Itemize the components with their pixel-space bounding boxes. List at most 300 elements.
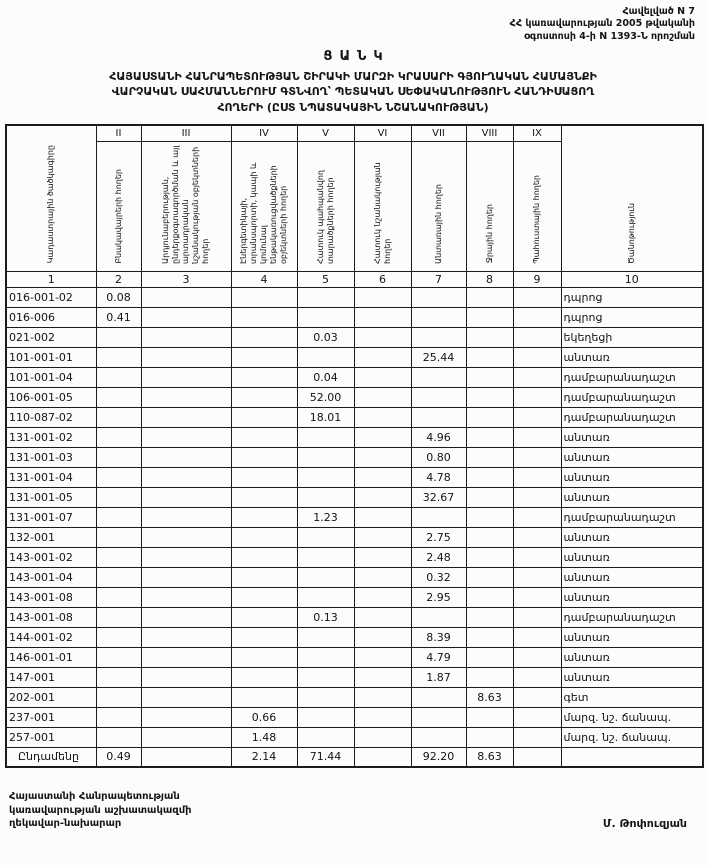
reserve-value-cell (513, 487, 561, 507)
cadastral-code-cell: 131-001-02 (6, 427, 96, 447)
infrastructure-value-cell: 0.66 (231, 707, 297, 727)
protected-value-cell: 52.00 (297, 387, 354, 407)
industrial-value-cell (141, 687, 231, 707)
reserve-value-cell (513, 387, 561, 407)
infrastructure-value-cell (231, 487, 297, 507)
water-value-cell (466, 627, 513, 647)
roman-numeral-IV: IV (231, 125, 297, 141)
cadastral-code-cell: 131-001-05 (6, 487, 96, 507)
water-value-cell (466, 287, 513, 307)
infrastructure-value-cell (231, 567, 297, 587)
table-row (6, 727, 703, 747)
water-value-cell (466, 347, 513, 367)
document-subtitle (5, 69, 701, 115)
header-cadastral-code (6, 125, 96, 271)
industrial-value-cell (141, 607, 231, 627)
special-value-cell (354, 607, 411, 627)
cadastral-code-cell: 144-001-02 (6, 627, 96, 647)
cadastral-code-cell: 131-001-04 (6, 467, 96, 487)
note-cell: անտառ (561, 547, 703, 567)
cadastral-code-cell: 257-001 (6, 727, 96, 747)
table-row (6, 707, 703, 727)
forest-value-cell (411, 407, 466, 427)
note-cell: անտառ (561, 467, 703, 487)
table-row (6, 567, 703, 587)
industrial-value-cell (141, 507, 231, 527)
protected-value-cell (297, 307, 354, 327)
table-row (6, 427, 703, 447)
protected-value-cell: 0.03 (297, 327, 354, 347)
cadastral-code-cell: 143-001-02 (6, 547, 96, 567)
roman-numeral-II: II (96, 125, 141, 141)
note-cell: անտառ (561, 347, 703, 367)
industrial-value-cell (141, 727, 231, 747)
issuing-authority (9, 790, 192, 831)
note-cell (561, 747, 703, 767)
settlement-value-cell (96, 627, 141, 647)
forest-value-cell (411, 367, 466, 387)
settlement-value-cell (96, 607, 141, 627)
special-value-cell (354, 687, 411, 707)
special-value-cell (354, 647, 411, 667)
industrial-value-cell (141, 667, 231, 687)
forest-value-cell: 4.96 (411, 427, 466, 447)
note-cell: անտառ (561, 447, 703, 467)
reserve-value-cell (513, 567, 561, 587)
infrastructure-value-cell (231, 467, 297, 487)
settlement-value-cell (96, 547, 141, 567)
column-number: 1 (6, 271, 96, 287)
infrastructure-value-cell (231, 327, 297, 347)
infrastructure-value-cell (231, 667, 297, 687)
land-parcels-table (5, 124, 704, 768)
reserve-value-cell (513, 527, 561, 547)
settlement-value-cell (96, 507, 141, 527)
protected-value-cell: 1.23 (297, 507, 354, 527)
table-row (6, 527, 703, 547)
water-value-cell (466, 667, 513, 687)
special-value-cell (354, 367, 411, 387)
reserve-value-cell (513, 707, 561, 727)
table-row (6, 347, 703, 367)
settlement-value-cell (96, 527, 141, 547)
protected-value-cell (297, 627, 354, 647)
reserve-value-cell (513, 367, 561, 387)
forest-value-cell: 2.95 (411, 587, 466, 607)
note-cell: եկեղեցի (561, 327, 703, 347)
special-value-cell (354, 347, 411, 367)
water-value-cell (466, 607, 513, 627)
cadastral-code-cell: 131-001-07 (6, 507, 96, 527)
water-value-cell (466, 507, 513, 527)
header-protected-area-lands: Հատուկ պահպանվող տարածքների հողեր (297, 141, 354, 271)
column-number: 7 (411, 271, 466, 287)
protected-value-cell (297, 567, 354, 587)
forest-value-cell (411, 607, 466, 627)
reserve-value-cell (513, 507, 561, 527)
forest-value-cell: 8.39 (411, 627, 466, 647)
note-cell: դամբարանադաշտ (561, 407, 703, 427)
special-value-cell (354, 327, 411, 347)
infrastructure-value-cell (231, 347, 297, 367)
settlement-value-cell (96, 687, 141, 707)
industrial-value-cell (141, 527, 231, 547)
reserve-value-cell (513, 407, 561, 427)
protected-value-cell (297, 547, 354, 567)
industrial-value-cell (141, 387, 231, 407)
forest-value-cell (411, 387, 466, 407)
settlement-value-cell (96, 427, 141, 447)
water-value-cell (466, 487, 513, 507)
protected-value-cell (297, 647, 354, 667)
header-settlement-lands: Բնակավայրերի հողեր (96, 141, 141, 271)
reserve-value-cell (513, 287, 561, 307)
water-value-cell (466, 307, 513, 327)
infrastructure-value-cell (231, 687, 297, 707)
protected-value-cell: 71.44 (297, 747, 354, 767)
reserve-value-cell (513, 347, 561, 367)
settlement-value-cell (96, 667, 141, 687)
water-value-cell (466, 707, 513, 727)
protected-value-cell: 18.01 (297, 407, 354, 427)
reserve-value-cell (513, 307, 561, 327)
forest-value-cell: 32.67 (411, 487, 466, 507)
table-row (6, 367, 703, 387)
industrial-value-cell (141, 347, 231, 367)
special-value-cell (354, 547, 411, 567)
reserve-value-cell (513, 727, 561, 747)
protected-value-cell: 0.04 (297, 367, 354, 387)
note-cell: անտառ (561, 627, 703, 647)
note-cell: անտառ (561, 667, 703, 687)
protected-value-cell (297, 487, 354, 507)
header-forest-lands: Անտառային հողեր (411, 141, 466, 271)
water-value-cell (466, 587, 513, 607)
industrial-value-cell (141, 587, 231, 607)
forest-value-cell (411, 727, 466, 747)
subtitle-line: ՎԱՐՉԱԿԱՆ ՍԱՀՄԱՆՆԵՐՈՒՄ ԳՏՆՎՈՂ՝ ՊԵՏԱԿԱՆ ՍԵՓԱԿԱՆՈՒԹՅՈՒՆ ՀԱՆԴԻՍԱՑՈՂ (111, 85, 595, 99)
cadastral-code-cell: 132-001 (6, 527, 96, 547)
infrastructure-value-cell (231, 547, 297, 567)
column-number: 8 (466, 271, 513, 287)
special-value-cell (354, 487, 411, 507)
table-body (6, 287, 703, 767)
reserve-value-cell (513, 547, 561, 567)
table-row (6, 387, 703, 407)
settlement-value-cell (96, 647, 141, 667)
special-value-cell (354, 287, 411, 307)
note-cell: անտառ (561, 487, 703, 507)
water-value-cell (466, 547, 513, 567)
cadastral-code-cell: 147-001 (6, 667, 96, 687)
infrastructure-value-cell (231, 407, 297, 427)
header-water-lands: Ջրային հողեր (466, 141, 513, 271)
infrastructure-value-cell (231, 587, 297, 607)
special-value-cell (354, 307, 411, 327)
reserve-value-cell (513, 427, 561, 447)
infrastructure-value-cell (231, 647, 297, 667)
infrastructure-value-cell: 2.14 (231, 747, 297, 767)
water-value-cell (466, 427, 513, 447)
water-value-cell (466, 467, 513, 487)
note-cell: անտառ (561, 647, 703, 667)
settlement-value-cell: 0.08 (96, 287, 141, 307)
header-notes (561, 125, 703, 271)
settlement-value-cell (96, 407, 141, 427)
cadastral-code-cell: 143-001-04 (6, 567, 96, 587)
industrial-value-cell (141, 627, 231, 647)
cadastral-code-cell: 202-001 (6, 687, 96, 707)
special-value-cell (354, 627, 411, 647)
settlement-value-cell (96, 487, 141, 507)
annex-line: ՀՀ կառավարության 2005 թվականի (509, 18, 695, 30)
reserve-value-cell (513, 627, 561, 647)
cadastral-code-cell: Ընդամենը (6, 747, 96, 767)
table-row (6, 307, 703, 327)
forest-value-cell: 0.80 (411, 447, 466, 467)
industrial-value-cell (141, 567, 231, 587)
note-cell: մարզ. նշ. ճանապ. (561, 707, 703, 727)
infrastructure-value-cell (231, 507, 297, 527)
header-industrial-lands: Արդյունաբերության, ընդերքօգտագործման և այլ արտադրական նշանակության օբյեկտների հողեր (141, 141, 231, 271)
forest-value-cell: 92.20 (411, 747, 466, 767)
forest-value-cell: 2.75 (411, 527, 466, 547)
document-footer (5, 790, 701, 831)
protected-value-cell (297, 707, 354, 727)
table-row (6, 627, 703, 647)
infrastructure-value-cell (231, 627, 297, 647)
forest-value-cell (411, 327, 466, 347)
cadastral-code-cell: 146-001-01 (6, 647, 96, 667)
protected-value-cell: 0.13 (297, 607, 354, 627)
special-value-cell (354, 407, 411, 427)
column-number: 10 (561, 271, 703, 287)
note-cell: դամբարանադաշտ (561, 607, 703, 627)
column-number: 3 (141, 271, 231, 287)
subtitle-line: ՀԱՅԱՍՏԱՆԻ ՀԱՆՐԱՊԵՏՈՒԹՅԱՆ ՇԻՐԱԿԻ ՄԱՐԶԻ ԿՐԱՍԱՐԻ ԳՅՈՒՂԱԿԱՆ ՀԱՄԱՅՆՔԻ (109, 70, 597, 84)
industrial-value-cell (141, 287, 231, 307)
infrastructure-value-cell (231, 287, 297, 307)
table-row (6, 407, 703, 427)
water-value-cell (466, 367, 513, 387)
reserve-value-cell (513, 747, 561, 767)
protected-value-cell (297, 467, 354, 487)
industrial-value-cell (141, 747, 231, 767)
note-cell: դամբարանադաշտ (561, 367, 703, 387)
total-row (6, 747, 703, 767)
note-cell: դամբարանադաշտ (561, 387, 703, 407)
protected-value-cell (297, 427, 354, 447)
note-cell: անտառ (561, 527, 703, 547)
table-row (6, 487, 703, 507)
protected-value-cell (297, 527, 354, 547)
special-value-cell (354, 427, 411, 447)
industrial-value-cell (141, 367, 231, 387)
water-value-cell (466, 527, 513, 547)
roman-numeral-V: V (297, 125, 354, 141)
special-value-cell (354, 587, 411, 607)
protected-value-cell (297, 667, 354, 687)
protected-value-cell (297, 687, 354, 707)
industrial-value-cell (141, 487, 231, 507)
reserve-value-cell (513, 687, 561, 707)
infrastructure-value-cell (231, 447, 297, 467)
special-value-cell (354, 527, 411, 547)
header-reserve-lands: Պահուստային հողեր (513, 141, 561, 271)
settlement-value-cell: 0.41 (96, 307, 141, 327)
column-number: 2 (96, 271, 141, 287)
note-cell: դպրոց (561, 287, 703, 307)
infrastructure-value-cell (231, 607, 297, 627)
industrial-value-cell (141, 647, 231, 667)
special-value-cell (354, 507, 411, 527)
annex-line: Հավելված N 7 (622, 6, 695, 17)
note-cell: գետ (561, 687, 703, 707)
settlement-value-cell (96, 587, 141, 607)
protected-value-cell (297, 587, 354, 607)
cadastral-code-cell: 021-002 (6, 327, 96, 347)
note-cell: մարզ. նշ. ճանապ. (561, 727, 703, 747)
forest-value-cell (411, 507, 466, 527)
industrial-value-cell (141, 327, 231, 347)
protected-value-cell (297, 447, 354, 467)
industrial-value-cell (141, 547, 231, 567)
subtitle-line: ՀՈՂԵՐԻ (ԸՍՏ ՆՊԱՏԱԿԱՅԻՆ ՆՇԱՆԱԿՈՒԹՅԱՆ) (217, 100, 489, 114)
reserve-value-cell (513, 327, 561, 347)
annex-reference (5, 6, 701, 43)
cadastral-code-cell: 143-001-08 (6, 607, 96, 627)
infrastructure-value-cell (231, 367, 297, 387)
infrastructure-value-cell (231, 427, 297, 447)
table-row (6, 447, 703, 467)
header-notes-label: Ծանոթություն (626, 202, 636, 264)
cadastral-code-cell: 131-001-03 (6, 447, 96, 467)
infrastructure-value-cell: 1.48 (231, 727, 297, 747)
water-value-cell (466, 647, 513, 667)
page-title: ՑԱՆԿ (323, 49, 390, 65)
note-cell: անտառ (561, 427, 703, 447)
signatory-name: Մ. Թոփուզյան (602, 816, 687, 830)
settlement-value-cell: 0.49 (96, 747, 141, 767)
special-value-cell (354, 747, 411, 767)
protected-value-cell (297, 347, 354, 367)
roman-numeral-VII: VII (411, 125, 466, 141)
table-row (6, 467, 703, 487)
settlement-value-cell (96, 367, 141, 387)
table-row (6, 287, 703, 307)
note-cell: դամբարանադաշտ (561, 507, 703, 527)
authority-line: ղեկավար-նախարար (9, 818, 122, 830)
forest-value-cell: 1.87 (411, 667, 466, 687)
industrial-value-cell (141, 307, 231, 327)
forest-value-cell (411, 707, 466, 727)
protected-value-cell (297, 287, 354, 307)
cadastral-code-cell: 237-001 (6, 707, 96, 727)
header-special-purpose-lands: Հատուկ նշանակության հողեր (354, 141, 411, 271)
infrastructure-value-cell (231, 527, 297, 547)
table-row (6, 507, 703, 527)
reserve-value-cell (513, 447, 561, 467)
settlement-value-cell (96, 727, 141, 747)
table-row (6, 687, 703, 707)
water-value-cell (466, 447, 513, 467)
protected-value-cell (297, 727, 354, 747)
roman-numeral-VIII: VIII (466, 125, 513, 141)
forest-value-cell: 4.79 (411, 647, 466, 667)
forest-value-cell: 0.32 (411, 567, 466, 587)
roman-numeral-III: III (141, 125, 231, 141)
forest-value-cell (411, 307, 466, 327)
column-number-row (6, 271, 703, 287)
table-row (6, 547, 703, 567)
roman-numeral-VI: VI (354, 125, 411, 141)
settlement-value-cell (96, 567, 141, 587)
industrial-value-cell (141, 447, 231, 467)
note-cell: անտառ (561, 567, 703, 587)
roman-numeral-IX: IX (513, 125, 561, 141)
settlement-value-cell (96, 707, 141, 727)
industrial-value-cell (141, 407, 231, 427)
settlement-value-cell (96, 347, 141, 367)
water-value-cell (466, 727, 513, 747)
authority-line: կառավարության աշխատակազմի (9, 804, 192, 816)
industrial-value-cell (141, 707, 231, 727)
cadastral-code-cell: 016-006 (6, 307, 96, 327)
cadastral-code-cell: 016-001-02 (6, 287, 96, 307)
special-value-cell (354, 567, 411, 587)
reserve-value-cell (513, 467, 561, 487)
table-row (6, 647, 703, 667)
column-number: 4 (231, 271, 297, 287)
special-value-cell (354, 387, 411, 407)
forest-value-cell (411, 687, 466, 707)
table-row (6, 607, 703, 627)
cadastral-code-cell: 143-001-08 (6, 587, 96, 607)
industrial-value-cell (141, 427, 231, 447)
reserve-value-cell (513, 607, 561, 627)
water-value-cell: 8.63 (466, 747, 513, 767)
reserve-value-cell (513, 647, 561, 667)
special-value-cell (354, 707, 411, 727)
column-number: 6 (354, 271, 411, 287)
column-number: 5 (297, 271, 354, 287)
special-value-cell (354, 667, 411, 687)
water-value-cell (466, 407, 513, 427)
table-row (6, 667, 703, 687)
header-cadastral-code-label: Կադաստրային ծածկագիրը (46, 145, 56, 264)
cadastral-code-cell: 106-001-05 (6, 387, 96, 407)
water-value-cell (466, 567, 513, 587)
water-value-cell (466, 387, 513, 407)
infrastructure-value-cell (231, 307, 297, 327)
roman-numeral-row (6, 125, 703, 141)
table-row (6, 327, 703, 347)
note-cell: անտառ (561, 587, 703, 607)
forest-value-cell: 2.48 (411, 547, 466, 567)
settlement-value-cell (96, 447, 141, 467)
forest-value-cell (411, 287, 466, 307)
industrial-value-cell (141, 467, 231, 487)
reserve-value-cell (513, 587, 561, 607)
note-cell: դպրոց (561, 307, 703, 327)
column-number: 9 (513, 271, 561, 287)
cadastral-code-cell: 101-001-04 (6, 367, 96, 387)
settlement-value-cell (96, 327, 141, 347)
water-value-cell (466, 327, 513, 347)
settlement-value-cell (96, 467, 141, 487)
table-row (6, 587, 703, 607)
header-infrastructure-lands: Էներգետիկայի, տրանսպորտի, կապի և կոմունալ ենթակառուցվածքների օբյեկտների հողեր (231, 141, 297, 271)
